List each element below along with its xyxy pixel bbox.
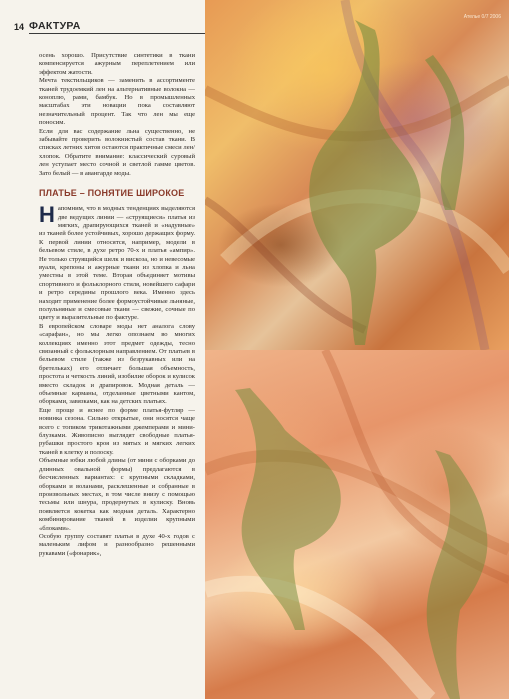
fabric-photo-top — [205, 0, 509, 350]
body-paragraph-4: Объемные юбки любой длины (от мини с оборками до длинных овальной формы) предлагаются в бесчисленных вариантах: с крупными складками, оборками и воланами, расклешенные и собранные в произвольных местах, в том числе внизу с помощью тесьмы или шнура, продернутых в кулиску. Вновь появляется кокетка как модная деталь. Характерно комбинирование тканей в изделии крупными «блоками». — [39, 457, 195, 532]
dropcap: Н — [39, 202, 55, 228]
intro-paragraph-3: Если для вас содержание льна существенно, не забывайте проверить волокнистый состав ткани. В списках летних хитов остаются практичные смеси лен/хлопок. Обратите внимание: классический суровый лен уступает место сочной и светлой гамме цветов. Зато белый — в авангарде моды. — [39, 127, 195, 177]
figure-silhouette-top — [309, 20, 464, 345]
section-title: ФАКТУРА — [29, 20, 81, 32]
fabric-folds-top — [205, 0, 509, 350]
intro-paragraph-2: Мечта текстильщиков — заменить в ассортименте тканей трудоемкий лен на альтернативные волокна — коноплю, рами, бамбук. Но в промышленных масштабах эти новации пока составляют незначительный процент. Так что лен мы еще поносим. — [39, 77, 195, 127]
page-number: 14 — [14, 22, 25, 32]
page-header — [10, 20, 205, 34]
photo-caption: Ателье 0/7 2006 — [463, 14, 501, 20]
header-rule — [29, 33, 205, 34]
body-paragraph-1-text: апомним, что в модных тенденциях выделяются две ведущих линии — «струящиеся» платья из мягких, драпирующихся тканей и «надувные» из тканей более устойчивых, хорошо держащих форму. К первой линии относятся, например, модели в бельевом стиле, в духе ретро 70-х и платья «ампир». Не только струящийся шелк и вискоза, но и невесомые вуали, крепоны и ажурные ткани из хлопка и льна уместны в этой теме. Вторая объединяет мотивы спортивного и фольклорного стиля, новейшего сафари и ретро середины прошлого века. Именно здесь находит применение более формоустойчивые льняные, полульняные и смесовые ткани — свежие, сочные по цвету и выразительные по фактуре. — [39, 205, 195, 322]
body-paragraph-1 — [39, 202, 195, 323]
fabric-photo-bottom — [205, 350, 509, 699]
intro-paragraph-1: осень хорошо. Присутствие синтетики в ткани компенсируется ажурным переплетением или эффектом жатости. — [39, 52, 195, 76]
body-paragraph-5: Особую группу составят платья в духе 40-х годов с маленьким лифом и разнообразно решенными рукавами («фонарик», — [39, 532, 195, 557]
body-paragraph-2: В европейском словаре моды нет аналога слову «сарафан», но мы легко опознаем во многих коллекциях именно этот предмет одежды, тесно связанный с фольклорным направлением. От платьев в бельевом стиле (также из безрукавных или на бретельках) его отличает большая объемность, простота и четкость линий, изобилие оборок и кулисок вместо складок и драпировок. Модная деталь — объемные карманы, отделанные цветными кантом, оборками, завязками, как на детских платьях. — [39, 322, 195, 406]
article-heading: ПЛАТЬЕ – ПОНЯТИЕ ШИРОКОЕ — [39, 188, 185, 199]
article-column — [39, 52, 195, 558]
fabric-folds-bottom — [205, 350, 509, 699]
body-paragraph-3: Еще проще и яснее по форме платья-футляр — новинка сезона. Сильно открытые, они носятся чаще всего с топиком трикотажными джемперами и мини-блузками. Живописно выглядят свободные платья-рубашки простого кроя из мятых и мягких легких тканей в клетку и полоску. — [39, 406, 195, 456]
